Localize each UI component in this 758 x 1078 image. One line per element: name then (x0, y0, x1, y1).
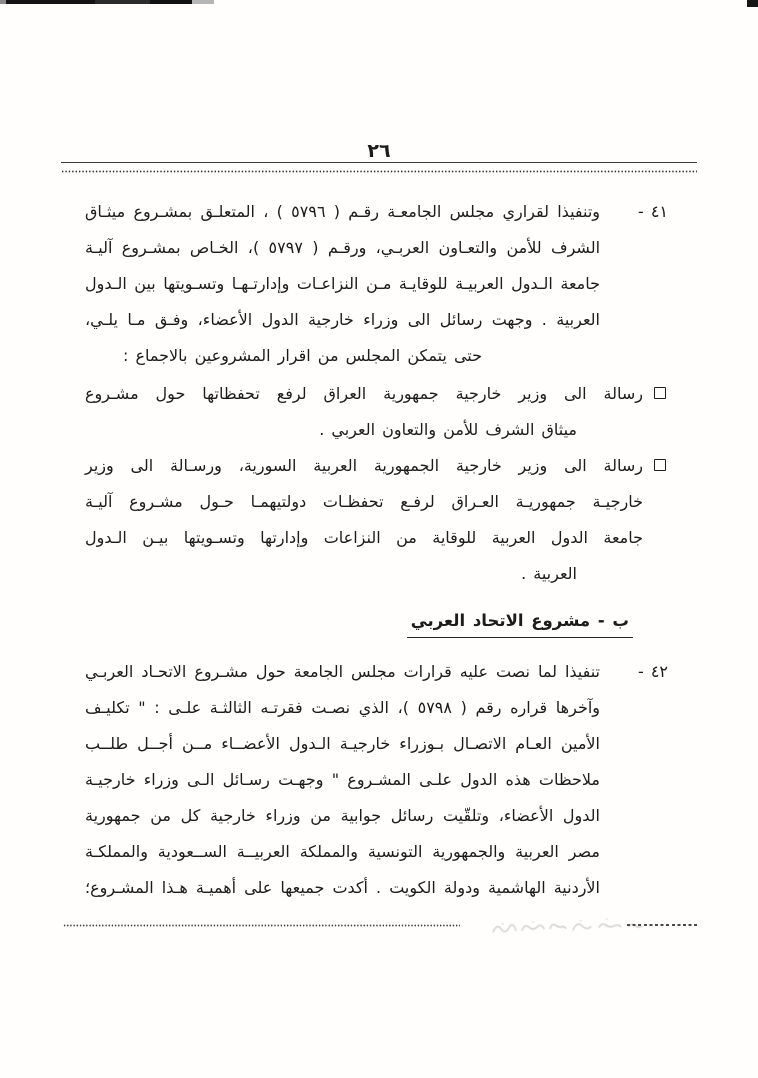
section-b-heading: ب - مشروع الاتحاد العربي (407, 608, 633, 638)
text-line: العربية . وجهت رسائل الى وزراء خارجية الدول الأعضاء، وفـق مـا يلـي، (85, 310, 600, 329)
text-line: حتى يتمكن المجلس من اقرار المشروعين بالاجماع : (123, 346, 482, 365)
paragraph-42-number: ٤٢ - (637, 662, 668, 681)
text-line: وآخرها قراره رقم ( ٥٧٩٨ )، الذي نصـت فقرتـه الثالثـة علـى : " تكليـف (85, 698, 601, 717)
illegible-handwriting-mark (489, 914, 660, 940)
bullet-item-2-text (85, 448, 643, 592)
page-header (61, 140, 697, 173)
text-line: مصر العربية والجمهورية التونسية والمملكة العربيــة الســعودية والمملكـة (85, 842, 600, 861)
text-line: الأردنية الهاشمية ودولة الكويت . أكدت جميعها على أهميـة هـذا المشـروع؛ (85, 878, 600, 897)
text-line: الدول الأعضاء، وتلقّيت رسائل جوابية من وزراء خارجية كل من جمهورية (85, 806, 600, 825)
paragraph-41-number: ٤١ - (637, 202, 668, 221)
text-line: الأمين العـام الاتصـال بـوزراء خارجيـة الـدول الأعضــاء مــن أجــل طلــب (85, 734, 600, 753)
square-bullet-icon (654, 387, 666, 399)
text-line: خارجيـة جمهوريـة العـراق لرفـع تحفظـات دولتيهمـا حـول مشـروع آليـة (85, 492, 643, 511)
text-line: تنفيذا لما نصت عليه قرارات مجلس الجامعة حول مشـروع الاتحـاد العربـي (85, 662, 600, 681)
bullet-item-1-text (85, 376, 643, 448)
header-dotted-rule (61, 170, 697, 173)
text-line: العربية . (521, 564, 577, 583)
paragraph-42-text (85, 654, 600, 906)
text-line: ميثاق الشرف للأمن والتعاون العربي . (319, 420, 577, 439)
paragraph-41 (85, 194, 668, 374)
paragraph-42 (85, 654, 668, 906)
footer-dash-rule (627, 924, 697, 926)
paragraph-41-text (85, 194, 600, 374)
text-line: وتنفيذا لقراري مجلس الجامعـة رقـم ( ٥٧٩٦ ) ، المتعلـق بمشـروع ميثـاق (85, 202, 601, 221)
page-number: ٢٦ (367, 140, 391, 162)
text-line: جامعة الدول العربية للوقاية من النزاعات وإدارتها وتسـويتها بيـن الـدول (85, 528, 643, 547)
bullet-item-1 (85, 376, 666, 448)
document-body (85, 194, 668, 906)
text-line: ملاحظات هذه الدول علـى المشـروع " وجهـت رسـائل الـى وزراء خارجيـة (85, 770, 600, 789)
scan-artifact-top-edge (0, 0, 214, 4)
footer-dotted-rule (63, 924, 460, 927)
header-solid-rule (61, 162, 697, 163)
text-line: الشرف للأمن والتعـاون العربـي، ورقـم ( ٥٧٩٧ )، الخـاص بمشـروع آليـة (85, 238, 601, 257)
scan-artifact-top-right-corner (747, 0, 758, 7)
square-bullet-icon (654, 459, 666, 471)
bullet-item-2 (85, 448, 666, 592)
bullet-list (85, 376, 668, 592)
text-line: جامعة الـدول العربيـة للوقايـة مـن النزاعـات وإدارتـهـا وتسـويتها بين الـدول (85, 274, 600, 293)
page-footer (61, 916, 697, 936)
text-line: رسالة الى وزير خارجية الجمهورية العربية السورية، ورسـالة الى وزير (85, 456, 643, 475)
text-line: رسالة الى وزير خارجية جمهورية العراق لرفع تحفظاتها حول مشـروع (85, 384, 643, 403)
